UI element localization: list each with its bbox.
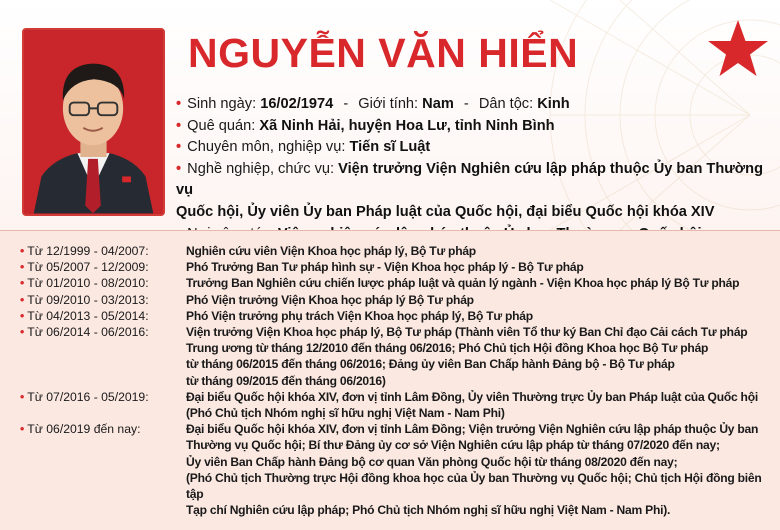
career-description [186,275,775,291]
gender-label: Giới tính: [358,96,419,112]
career-description-line: Viện trưởng Viện Khoa học pháp lý, Bộ Tư pháp (Thành viên Tổ thư ký Ban Chỉ đạo Cải cách Tư pháp [186,325,748,340]
career-description-line: Tạp chí Nghiên cứu lập pháp; Phó Chủ tịch Nhóm nghị sĩ hữu nghị Việt Nam - Nam Phi). [186,503,671,518]
portrait-image [24,30,163,214]
career-period-text: Từ 09/2010 - 03/2013: [27,292,149,307]
career-description-line: Nghiên cứu viên Viện Khoa học pháp lý, Bộ Tư pháp [186,244,476,258]
career-period [20,421,186,518]
career-description-line: Phó Trưởng Ban Tư pháp hình sự - Viện Khoa học pháp lý - Bộ Tư pháp [186,260,584,275]
career-description [186,324,775,389]
career-period-text: Từ 06/2014 - 06/2016: [27,325,149,340]
career-description [186,259,775,275]
career-description-line: Ủy viên Ban Chấp hành Đảng bộ cơ quan Văn phòng Quốc hội từ tháng 08/2020 đến nay; [186,454,678,469]
career-description-line: Trưởng Ban Nghiên cứu chiến lược pháp luật và quản lý ngành - Viện Khoa học pháp lý Bộ Tư pháp [186,276,740,291]
career-description-line: Thường vụ Quốc hội; Bí thư Đảng ủy cơ sở Viện Nghiên cứu lập pháp từ tháng 07/2020 đến nay; [186,438,720,453]
separator: - [343,96,349,112]
info-position-row [176,159,766,202]
career-period [20,275,186,291]
bullet-icon: • [20,292,25,307]
bullet-icon: • [20,276,25,291]
info-hometown-row [176,116,766,138]
career-description-line: Phó Viện trưởng phụ trách Viện Khoa học pháp lý, Bộ Tư pháp [186,308,533,323]
birth-label: Sinh ngày: [187,96,257,112]
position-label: Nghề nghiệp, chức vụ: [187,160,335,177]
position-value-line1: Viện trưởng Viện Nghiên cứu lập pháp thuộc Ủy ban Thường vụ [176,160,764,199]
career-description-line: Đại biểu Quốc hội khóa XIV, đơn vị tỉnh Lâm Đồng; Viện trưởng Viện Nghiên cứu lập pháp thuộc Ủy ban [186,422,759,437]
bullet-icon: • [176,139,182,156]
expertise-value: Tiến sĩ Luật [349,139,431,156]
career-period-text: Từ 07/2016 - 05/2019: [27,389,149,404]
portrait-photo [22,28,165,216]
star-icon [706,18,770,80]
bullet-icon: • [20,308,25,323]
career-period [20,259,186,275]
career-description-line: từ tháng 06/2015 đến tháng 06/2016; Đảng ủy viên Ban Chấp hành Đảng bộ - Bộ Tư pháp [186,357,675,372]
info-birth-row [176,94,766,116]
gender-value: Nam [422,96,454,112]
career-period [20,308,186,324]
career-description-line: Phó Viện trưởng Viện Khoa học pháp lý Bộ Tư pháp [186,292,474,307]
career-description-line: Đại biểu Quốc hội khóa XIV, đơn vị tỉnh Lâm Đồng, Ủy viên Thường trực Ủy ban Pháp luật của Quốc hội [186,389,758,404]
bullet-icon: • [176,117,182,134]
bullet-icon: • [20,389,25,404]
career-list [20,243,775,518]
career-period-text: Từ 01/2010 - 08/2010: [27,276,149,291]
bullet-icon: • [20,260,25,275]
career-item [20,308,775,324]
career-item [20,324,775,389]
career-period-text: Từ 06/2019 đến nay: [27,422,141,437]
career-description [186,292,775,308]
career-description-line: (Phó Chủ tịch Thường trực Hội đồng khoa học của Ủy ban Thường vụ Quốc hội; Chủ tịch Hội đồng biên tập [186,470,762,502]
career-period-text: Từ 05/2007 - 12/2009: [27,260,149,275]
career-description [186,421,775,518]
career-item [20,275,775,291]
career-description-line: (Phó Chủ tịch Nhóm nghị sĩ hữu nghị Việt Nam - Nam Phi) [186,406,505,421]
career-period [20,324,186,389]
career-period [20,243,186,259]
person-name: NGUYỄN VĂN HIỂN [188,30,579,76]
personal-info [176,94,766,245]
expertise-label: Chuyên môn, nghiệp vụ: [187,139,346,156]
career-period [20,389,186,421]
bullet-icon: • [20,244,25,258]
info-expertise-row [176,137,766,159]
career-period-text: Từ 04/2013 - 05/2014: [27,308,149,323]
career-description-line: từ tháng 09/2015 đến tháng 06/2016) [186,373,386,388]
career-item [20,259,775,275]
ethnic-value: Kinh [537,96,570,112]
position-value-line2: Quốc hội, Ủy viên Ủy ban Pháp luật của Quốc hội, đại biểu Quốc hội khóa XIV [176,203,715,220]
career-period-text: Từ 12/1999 - 04/2007: [27,244,149,258]
bullet-icon: • [176,160,182,177]
career-description [186,389,775,421]
career-description-line: Trung ương từ tháng 12/2010 đến tháng 06/2016; Phó Chủ tịch Hội đồng Khoa học Bộ Tư pháp [186,341,709,356]
birth-value: 16/02/1974 [260,96,334,112]
separator: - [463,96,469,112]
bullet-icon: • [20,325,25,340]
career-description [186,243,775,259]
info-position-row-cont [176,202,766,224]
hometown-label: Quê quán: [187,117,256,134]
career-item [20,421,775,518]
hometown-value: Xã Ninh Hải, huyện Hoa Lư, tỉnh Ninh Bình [259,117,555,134]
bullet-icon: • [20,422,25,437]
bullet-icon: • [176,96,182,112]
ethnic-label: Dân tộc: [478,96,534,112]
career-item [20,389,775,421]
career-description [186,308,775,324]
career-item [20,292,775,308]
career-item [20,243,775,259]
career-period [20,292,186,308]
